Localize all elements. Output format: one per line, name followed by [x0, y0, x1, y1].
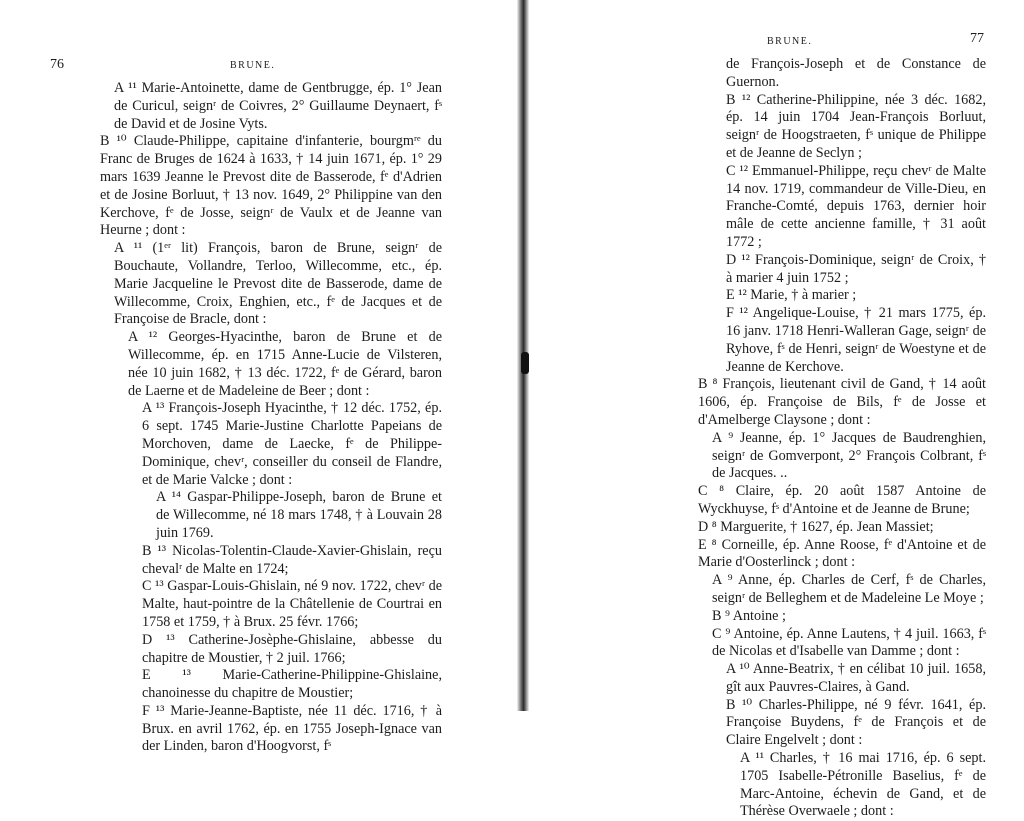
left-genealogy-entry: A ¹¹ (1ᵉʳ lit) François, baron de Brune, seignʳ de Bouchaute, Vollandre, Terloo, Willecomme, etc., ép. Marie Jacqueline le Prevost dite de Basserode, dame de Willecomme, Croix, Enghien, etc., fᵉ de Jacques et de Françoise de Bracle, dont : — [114, 240, 442, 328]
right-genealogy-entry: A ⁹ Jeanne, ép. 1° Jacques de Baudrenghien, seignʳ de Gomverpont, 2° François Colbrant, fˢ de Jacques. .. — [712, 429, 986, 482]
right-genealogy-entry: de François-Joseph et de Constance de Guernon. — [726, 56, 986, 90]
left-page-text — [100, 80, 442, 756]
left-genealogy-entry: B ¹³ Nicolas-Tolentin-Claude-Xavier-Ghislain, reçu chevalʳ de Malte en 1724; — [142, 542, 442, 577]
left-genealogy-entry: C ¹³ Gaspar-Louis-Ghislain, né 9 nov. 1722, chevʳ de Malte, haut-pointre de la Châtellenie de Courtrai en 1758 et 1759, † à Brux. 25 févr. 1766; — [142, 578, 442, 630]
right-genealogy-entry: C ⁹ Antoine, ép. Anne Lautens, † 4 juil. 1663, fˢ de Nicolas et d'Isabelle van Damme ; dont : — [712, 625, 986, 660]
left-genealogy-entry: E ¹³ Marie-Catherine-Philippine-Ghislaine, chanoinesse du chapitre de Moustier; — [142, 667, 442, 702]
right-page-text — [698, 56, 986, 821]
left-page-number: 76 — [50, 57, 64, 72]
right-genealogy-entry: A ¹¹ Charles, † 16 mai 1716, ép. 6 sept. 1705 Isabelle-Pétronille Baselius, fᵉ de Marc-Antoine, échevin de Gand, et de Thérèse Overwaele ; dont : — [740, 750, 986, 820]
left-genealogy-entry: B ¹⁰ Claude-Philippe, capitaine d'infanterie, bourgmʳᵉ du Franc de Bruges de 1624 à 1633, † 14 juin 1671, ép. 1° 29 mars 1639 Jeanne le Prevost dite de Basserode, fᵉ d'Adrien et de Josine Borluut, † 13 nov. 1649, 2° Philippine van den Kerchove, fᵉ de Josse, seignʳ de Vaulx et de Jeanne van Heurne ; dont : — [100, 133, 442, 239]
right-genealogy-entry: B ⁸ François, lieutenant civil de Gand, † 14 août 1606, ép. Françoise de Bils, fᵉ de Josse et d'Amelberge Claysone ; dont : — [698, 376, 986, 428]
binding-mark — [521, 352, 529, 374]
left-page — [0, 0, 518, 755]
right-page — [530, 0, 1024, 820]
left-genealogy-entry: A ¹² Georges-Hyacinthe, baron de Brune et de Willecomme, ép. en 1715 Anne-Lucie de Vilsteren, née 10 juin 1682, † 13 déc. 1722, fᵉ de Gérard, baron de Laerne et de Madeleine de Beer ; dont : — [128, 329, 442, 399]
left-genealogy-entry: A ¹⁴ Gaspar-Philippe-Joseph, baron de Brune et de Willecomme, né 18 mars 1748, † à Louvain 28 juin 1769. — [156, 489, 442, 541]
right-genealogy-entry: A ⁹ Anne, ép. Charles de Cerf, fˢ de Charles, seignʳ de Belleghem et de Madeleine Le Moye ; — [712, 572, 986, 606]
right-genealogy-entry: C ⁸ Claire, ép. 20 août 1587 Antoine de Wyckhuyse, fˢ d'Antoine et de Jeanne de Brune; — [698, 483, 986, 517]
left-genealogy-entry: D ¹³ Catherine-Josèphe-Ghislaine, abbesse du chapitre de Moustier, † 2 juil. 1766; — [142, 631, 442, 666]
right-genealogy-entry: F ¹² Angelique-Louise, † 21 mars 1775, ép. 16 janv. 1718 Henri-Walleran Gage, seignʳ de Ryhove, fˢ de Henri, seignʳ de Woestyne et de Jeanne de Kerchove. — [726, 305, 986, 375]
right-genealogy-entry: B ¹⁰ Charles-Philippe, né 9 févr. 1641, ép. Françoise Buydens, fᵉ de François et de Claire Engelvelt ; dont : — [726, 696, 986, 749]
right-genealogy-entry: D ⁸ Marguerite, † 1627, ép. Jean Massiet; — [698, 518, 934, 535]
left-genealogy-entry: A ¹³ François-Joseph Hyacinthe, † 12 déc. 1752, ép. 6 sept. 1745 Marie-Justine Charlotte Papeians de Morchoven, dame de Laecke, fᵉ de Philippe-Dominique, chevʳ, conseiller du conseil de Flandre, et de Marie Valcke ; dont : — [142, 400, 442, 488]
right-genealogy-entry: D ¹² François-Dominique, seignʳ de Croix, † à marier 4 juin 1752 ; — [726, 251, 986, 286]
right-running-head: BRUNE. — [767, 36, 813, 47]
right-genealogy-entry: B ⁹ Antoine ; — [712, 607, 786, 624]
right-genealogy-entry: E ¹² Marie, † à marier ; — [726, 287, 857, 304]
right-genealogy-entry: A ¹⁰ Anne-Beatrix, † en célibat 10 juil. 1658, gît aux Pauvres-Claires, à Gand. — [726, 661, 986, 695]
right-page-number: 77 — [970, 31, 984, 46]
right-genealogy-entry: E ⁸ Corneille, ép. Anne Roose, fᵉ d'Antoine et de Marie d'Oosterlinck ; dont : — [698, 536, 986, 571]
left-genealogy-entry: F ¹³ Marie-Jeanne-Baptiste, née 11 déc. 1716, † à Brux. en avril 1762, ép. en 1755 Joseph-Ignace van der Linden, baron d'Hoogvorst, fˢ — [142, 702, 442, 755]
left-genealogy-entry: A ¹¹ Marie-Antoinette, dame de Gentbrugge, ép. 1° Jean de Curicul, seignʳ de Coivres, 2° Guillaume Deynaert, fˢ de David et de Josine Vyts. — [114, 80, 442, 132]
left-running-head: BRUNE. — [230, 60, 276, 71]
right-genealogy-entry: B ¹² Catherine-Philippine, née 3 déc. 1682, ép. 14 juin 1704 Jean-François Borluut, seignʳ de Hoogstraeten, fˢ unique de Philippe et de Jeanne de Seclyn ; — [726, 91, 986, 161]
right-genealogy-entry: C ¹² Emmanuel-Philippe, reçu chevʳ de Malte 14 nov. 1719, commandeur de Ville-Dieu, en Franche-Comté, depuis 1763, dernier hoir mâle de cette ancienne famille, † 31 août 1772 ; — [726, 162, 986, 250]
